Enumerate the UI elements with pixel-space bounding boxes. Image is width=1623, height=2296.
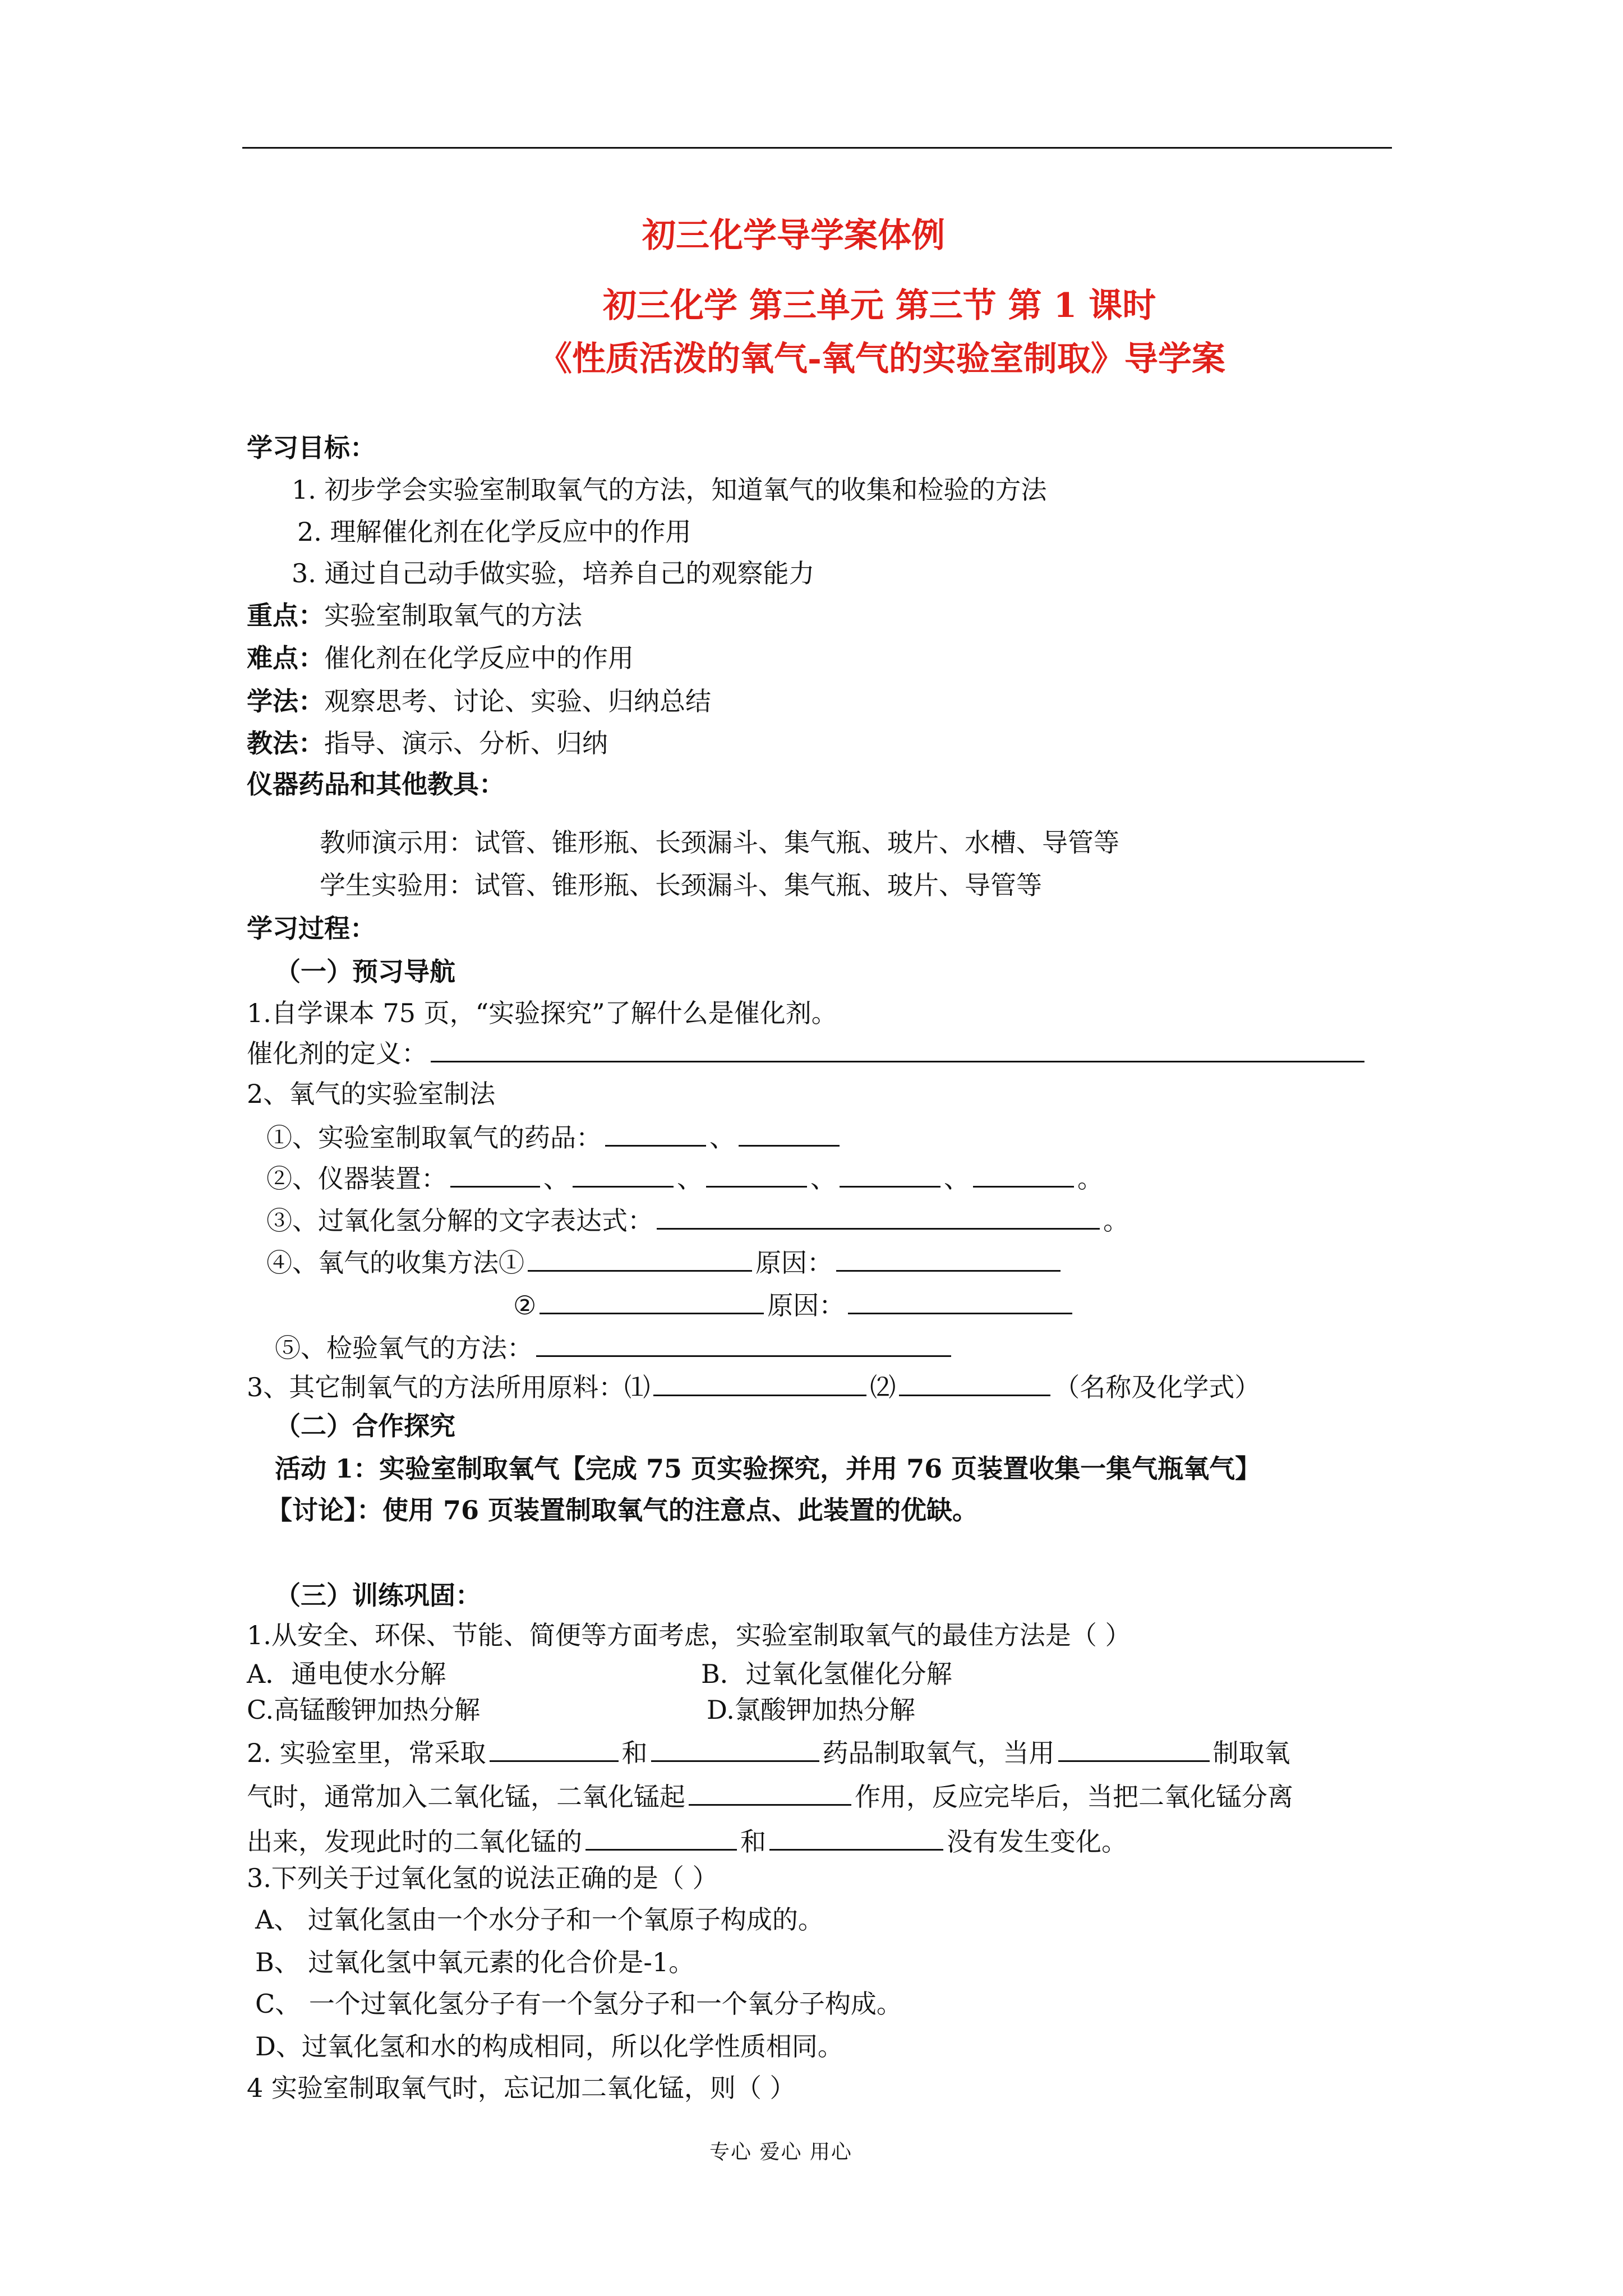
catalyst-definition-label: 催化剂的定义： (247, 1038, 427, 1069)
objective-item: 1. 初步学会实验室制取氧气的方法，知道氧气的收集和检验的方法 (292, 475, 1047, 505)
keypoint-label: 难点： (247, 643, 324, 673)
question-text: 和 (621, 1738, 648, 1768)
keypoint-label: 教法： (247, 728, 324, 758)
question-text: ②、仪器装置： (266, 1163, 447, 1194)
practice-question-2-line2 (247, 1778, 1293, 1814)
option-b: B．过氧化氢催化分解 (701, 1659, 952, 1689)
answer-blank[interactable] (706, 1160, 807, 1188)
question-text: ⑵ (870, 1372, 896, 1402)
answer-blank[interactable] (836, 1244, 1061, 1272)
keypoint-text: 指导、演示、分析、归纳 (324, 728, 608, 758)
reason-label: 原因： (755, 1248, 833, 1278)
keypoint-row (247, 726, 608, 760)
question-text: 药品制取氧气，当用 (822, 1738, 1055, 1768)
question-text: 和 (740, 1826, 766, 1857)
lesson-subtitle: 《性质活泼的氧气-氧气的实验室制取》导学案 (538, 339, 1225, 379)
practice-question-2-line1 (247, 1734, 1290, 1770)
section-practice: （三）训练巩固： (275, 1580, 481, 1611)
answer-blank[interactable] (653, 1369, 866, 1396)
reason-label: 原因： (767, 1290, 845, 1320)
option-c: C、 一个过氧化氢分子有一个氢分子和一个氧分子构成。 (255, 1989, 902, 2019)
practice-question-2-line3 (247, 1823, 1127, 1858)
header-rule (242, 147, 1392, 149)
question-text: 气时，通常加入二氧化锰，二氧化锰起 (247, 1782, 685, 1812)
practice-question-1: 1.从安全、环保、节能、简便等方面考虑，实验室制取氧气的最佳方法是（ ） (247, 1620, 1131, 1650)
answer-blank[interactable] (540, 1287, 764, 1314)
process-heading: 学习过程： (247, 913, 376, 944)
answer-blank[interactable] (657, 1202, 1100, 1230)
objective-item: 2. 理解催化剂在化学反应中的作用 (297, 517, 691, 547)
answer-blank[interactable] (689, 1778, 851, 1806)
activity-1: 活动 1：实验室制取氧气【完成 75 页实验探究，并用 76 页装置收集一集气瓶氧气】 (275, 1453, 1261, 1484)
separator: 、 (543, 1163, 569, 1194)
objectives-heading: 学习目标： (247, 432, 376, 463)
doc-title: 初三化学导学案体例 (642, 216, 945, 255)
answer-blank[interactable] (973, 1160, 1074, 1188)
answer-blank[interactable] (1058, 1734, 1210, 1762)
option-d: D、过氧化氢和水的构成相同，所以化学性质相同。 (255, 2031, 843, 2062)
separator: 、 (810, 1163, 836, 1194)
question-1: 1.自学课本 75 页，“实验探究”了解什么是催化剂。 (247, 998, 837, 1028)
practice-question-3: 3.下列关于过氧化氢的说法正确的是（ ） (247, 1863, 718, 1893)
keypoint-text: 观察思考、讨论、实验、归纳总结 (324, 686, 711, 716)
instruments-heading: 仪器药品和其他教具： (247, 769, 505, 799)
question-text: 没有发生变化。 (947, 1826, 1127, 1857)
question-3 (247, 1369, 1260, 1404)
option-c: C.高锰酸钾加热分解 (247, 1695, 481, 1725)
question-2-1 (266, 1119, 843, 1154)
question-text: ③、过氧化氢分解的文字表达式： (266, 1205, 653, 1236)
note-text: （名称及化学式） (1054, 1372, 1261, 1402)
separator: 、 (944, 1163, 970, 1194)
answer-blank[interactable] (528, 1244, 752, 1272)
option-a: A、 过氧化氢由一个水分子和一个氧原子构成的。 (255, 1904, 824, 1935)
question-text: ② (513, 1290, 537, 1320)
answer-blank[interactable] (490, 1734, 619, 1762)
catalyst-definition-row (247, 1035, 1368, 1070)
page-footer: 专心 爱心 用心 (709, 2141, 852, 2164)
teacher-instruments: 教师演示用：试管、锥形瓶、长颈漏斗、集气瓶、玻片、水槽、导管等 (320, 827, 1119, 858)
option-a: A．通电使水分解 (247, 1659, 446, 1689)
period: 。 (1077, 1163, 1103, 1194)
answer-blank[interactable] (573, 1160, 674, 1188)
question-text: 出来，发现此时的二氧化锰的 (247, 1826, 582, 1857)
question-2: 2、氧气的实验室制法 (247, 1079, 496, 1109)
keypoint-row (247, 684, 711, 718)
answer-blank[interactable] (450, 1160, 540, 1188)
objective-item: 3. 通过自己动手做实验，培养自己的观察能力 (292, 558, 815, 588)
answer-blank[interactable] (840, 1160, 940, 1188)
period: 。 (1103, 1205, 1129, 1236)
answer-blank[interactable] (605, 1119, 706, 1147)
discussion: 【讨论】：使用 76 页装置制取氧气的注意点、此装置的优缺。 (266, 1495, 979, 1525)
lesson-title: 初三化学 第三单元 第三节 第 1 课时 (603, 286, 1156, 325)
option-b: B、 过氧化氢中氧元素的化合价是-1。 (255, 1947, 695, 1977)
answer-blank[interactable] (585, 1823, 737, 1851)
section-preview: （一）预习导航 (275, 956, 455, 987)
answer-blank[interactable] (899, 1369, 1050, 1396)
section-explore: （二）合作探究 (275, 1411, 455, 1441)
keypoint-label: 学法： (247, 686, 324, 716)
question-2-4a (266, 1244, 1064, 1280)
question-text: 2. 实验室里，常采取 (247, 1738, 486, 1768)
question-text: 3、其它制氧气的方法所用原料：⑴ (247, 1372, 651, 1402)
answer-blank[interactable] (848, 1287, 1072, 1314)
question-2-2 (266, 1160, 1103, 1195)
answer-blank[interactable] (431, 1035, 1364, 1062)
keypoint-text: 实验室制取氧气的方法 (324, 600, 582, 631)
option-d: D.氯酸钾加热分解 (707, 1695, 915, 1725)
separator: 、 (677, 1163, 703, 1194)
keypoint-row (247, 599, 582, 632)
question-2-3 (266, 1202, 1129, 1237)
question-text: ①、实验室制取氧气的药品： (266, 1122, 602, 1153)
question-text: ④、氧气的收集方法① (266, 1248, 524, 1278)
answer-blank[interactable] (769, 1823, 943, 1851)
question-text: 制取氧 (1212, 1738, 1290, 1768)
separator: 、 (709, 1122, 735, 1153)
student-instruments: 学生实验用：试管、锥形瓶、长颈漏斗、集气瓶、玻片、导管等 (320, 870, 1042, 900)
keypoint-label: 重点： (247, 600, 324, 631)
practice-question-4: 4 实验室制取氧气时，忘记加二氧化锰，则（ ） (247, 2073, 796, 2103)
question-2-4b (513, 1287, 1076, 1322)
keypoint-row (247, 641, 634, 675)
answer-blank[interactable] (536, 1329, 951, 1357)
question-2-5 (275, 1329, 955, 1365)
keypoint-text: 催化剂在化学反应中的作用 (324, 643, 634, 673)
answer-blank[interactable] (739, 1119, 840, 1147)
answer-blank[interactable] (651, 1734, 819, 1762)
question-text: ⑤、检验氧气的方法： (275, 1333, 533, 1363)
question-text: 作用，反应完毕后，当把二氧化锰分离 (855, 1782, 1293, 1812)
